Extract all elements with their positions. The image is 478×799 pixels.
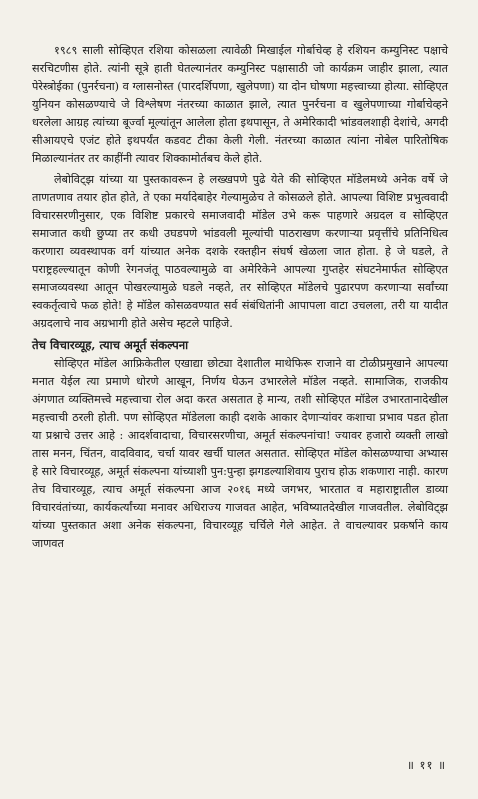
section-heading: तेच विचारव्यूह, त्याच अमूर्त संकल्पना xyxy=(32,338,189,352)
paragraph-3: सोव्हिएत मॉडेल आफ्रिकेतील एखाद्या छोट्या देशातील माथेफिरू राजाने वा टोळीप्रमुखाने आपल्या मनात येईल त्या प्रमाणे धोरणे आखून, निर्णय घेऊन उभारलेले मॉडेल नव्हते. सामाजिक, राजकीय अंगणात व्यक्तिमत्त्वे महत्त्वाचा रोल अदा करत असतात हे मान्य, तशी सोव्हिएत मॉडेल उभारतानादेखील महत्त्वाची ठरली होती. पण सोव्हिएत मॉडेलला काही दशके आकार देणाऱ्यांवर कशाचा प्रभाव पडत होता या प्रश्नाचे उत्तर आहे : आदर्शवादाचा, विचारसरणीचा, अमूर्त संकल्पनांचा! ज्यावर हजारो व्यक्ती लाखो तास मनन, चिंतन, वादविवाद, चर्चा यावर खर्ची घालत असतात. सोव्हिएत मॉडेल कोसळण्याचा अभ्यास हे सारे विचारव्यूह, अमूर्त संकल्पना यांच्याशी पुन:पुन्हा झगडल्याशिवाय पुराच होऊ शकणारा नाही. कारण तेच विचारव्यूह, त्याच अमूर्त संकल्पना आज २०१६ मध्ये जगभर, भारतात व महाराष्ट्रातील डाव्या विचारवंतांच्या, कार्यकर्त्यांच्या मनावर अधिराज्य गाजवत आहेत, भविष्यातदेखील गाजवतील. लेबोविट्झ यांच्या पुस्तकात अशा अनेक संकल्पना, विचारव्यूह चर्चिले गेले आहेत. ते वाचल्यावर प्रकर्षाने काय जाणवत xyxy=(32,357,448,550)
page-number: ॥ ११ ॥ xyxy=(406,758,446,772)
paragraph-2: लेबोविट्झ यांच्या या पुस्तकावरून हे लख्खपणे पुढे येते की सोव्हिएत मॉडेलमध्ये अनेक वर्षे जे ताणतणाव तयार होत होते, ते एका मर्यादेबाहेर गेल्यामुळेच ते कोसळले होते. आपल्या विशिष्ट प्रभुत्ववादी विचारसरणीनुसार, एक विशिष्ट प्रकारचे समाजवादी मॉडेल उभे करू पाहणारे अग्रदल व सोव्हिएत समाजात कधी छुप्या तर कधी उघडपणे भांडवली मूल्यांची पाठराखण करणाऱ्या प्रवृत्तींचे प्रतिनिधित्व करणारा व्यवस्थापक वर्ग यांच्यात अनेक दशके रक्तहीन संघर्ष खेळला जात होता. हे जे घडले, ते पराष्ट्रहल्ल्यातून कोणी रेगनजंतू पाठवल्यामुळे वा अमेरिकेने आपल्या गुप्तहेर संघटनेमार्फत सोव्हिएत समाजव्यवस्था आतून पोखरल्यामुळे घडले नव्हते, तर सोव्हिएत मॉडेलचे पुढारपण करणाऱ्या सर्वांच्या स्वकर्तृत्वाचे फळ होते! हे मॉडेल कोसळवण्यात सर्व संबंधितांनी आपापला वाटा उचलला, तरी या यादीत अग्रदलाचे नाव अग्रभागी होते असेच म्हटले पाहिजे. xyxy=(32,173,448,330)
paragraph-1: १९८९ साली सोव्हिएत रशिया कोसळला त्यावेळी मिखाईल गोर्बाचेव्ह हे रशियन कम्युनिस्ट पक्षाचे सरचिटणीस होते. त्यांनी सूत्रे हाती घेतल्यानंतर कम्युनिस्ट पक्षासाठी जो कार्यक्रम जाहीर झाला, त्यात पेरेस्त्रोईका (पुनर्रचना) व ग्लासनोस्त (पारदर्शिपणा, खुलेपणा) या दोन घोषणा महत्त्वाच्या होत्या. सोव्हिएत युनियन कोसळण्याचे जे विश्लेषण नंतरच्या काळात झाले, त्यात पुनर्रचना व खुलेपणाच्या गोर्बाचेव्हने धरलेला आग्रह त्यांच्या बूर्ज्वा मूल्यांतून आलेला होता इथपासून, ते अमेरिकादी भांडवलशाही देशांचे, अगदी सीआयएचे एजंट होते इथपर्यंत कडवट टीका केली गेली. नंतरच्या काळात त्यांना नोबेल पारितोषिक मिळाल्यानंतर तर काहींनी त्यावर शिक्कामोर्तबच केले होते. xyxy=(32,44,448,165)
